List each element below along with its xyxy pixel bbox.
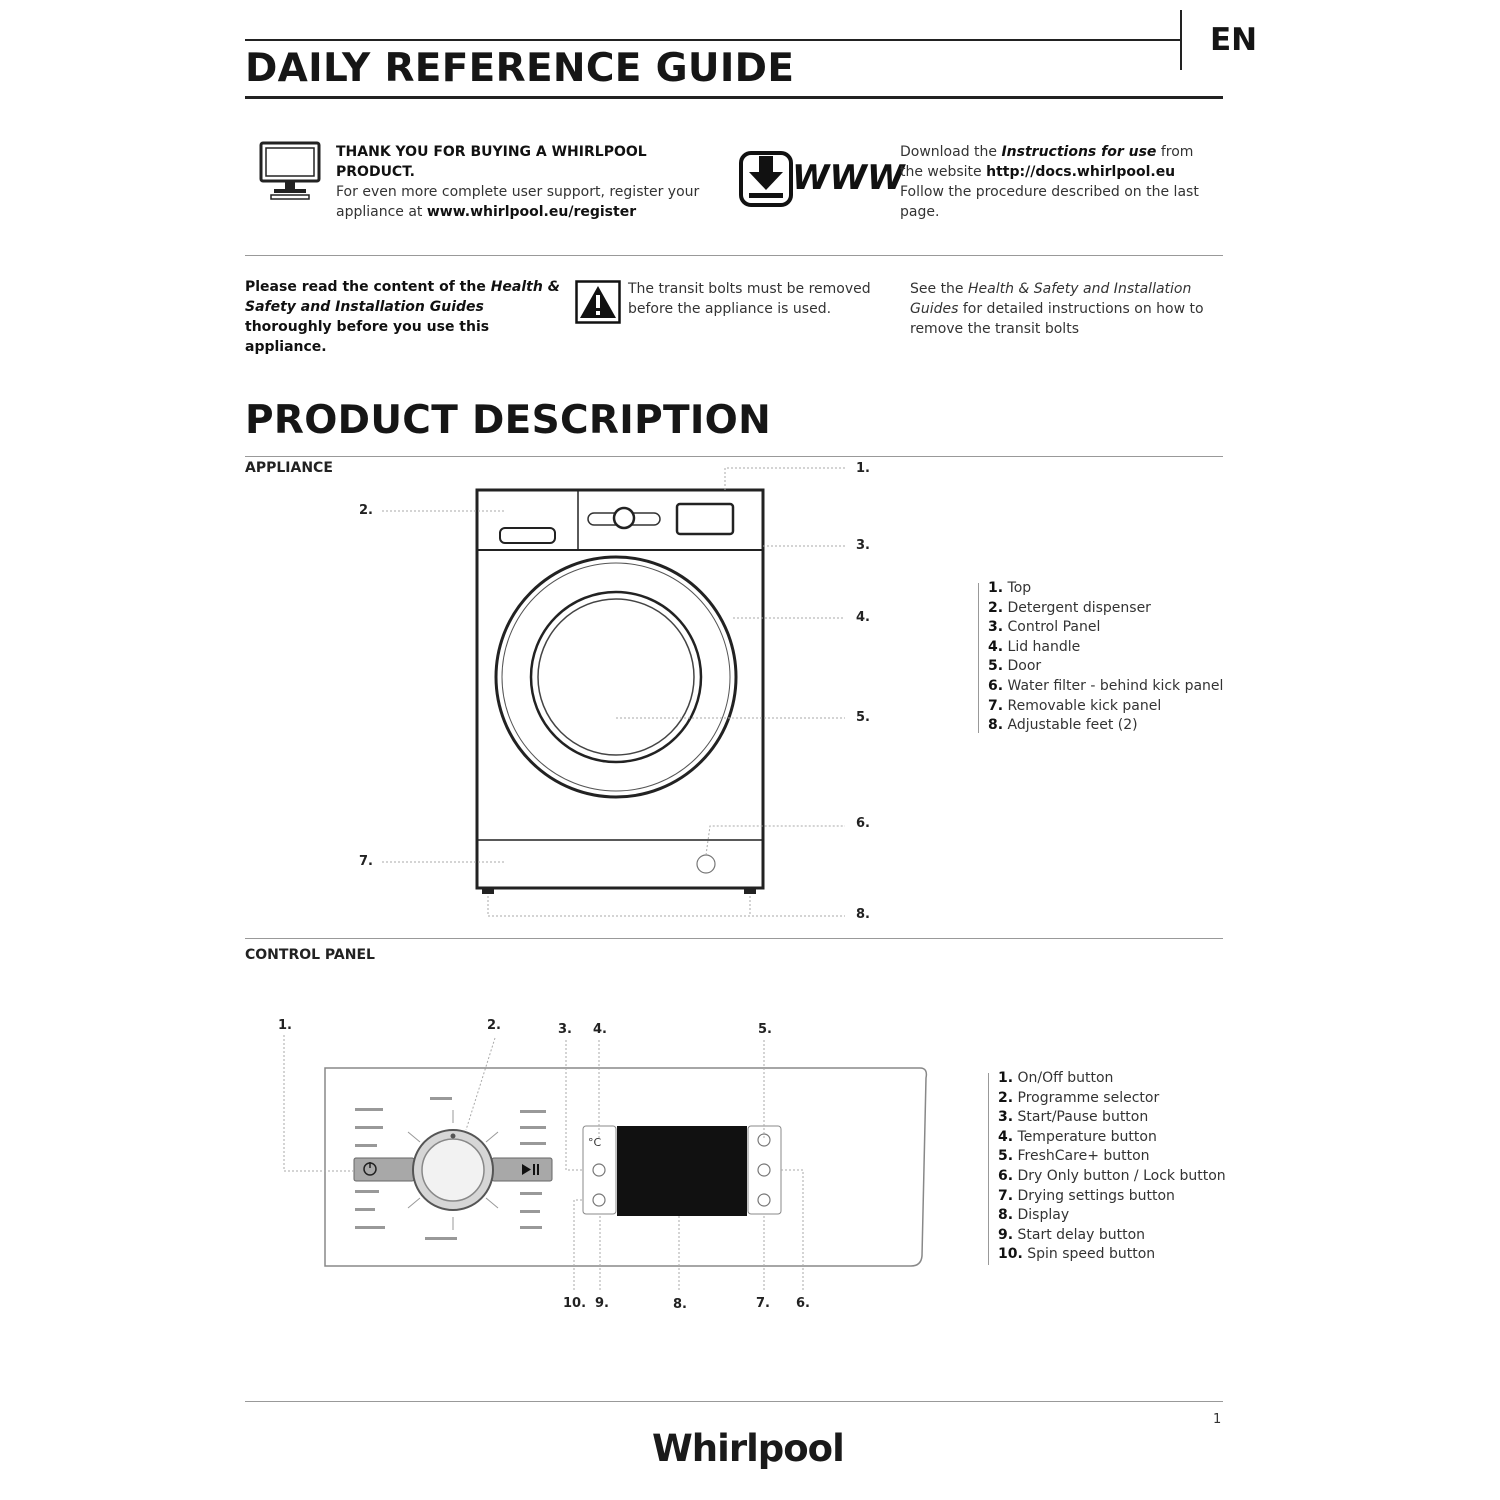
- register-text: For even more complete user support, register your appliance at: [336, 184, 700, 220]
- legend-item: 1. Top: [988, 580, 1032, 596]
- door-glass: [531, 592, 701, 762]
- panel-display: [677, 504, 733, 534]
- language-code: EN: [1210, 22, 1258, 58]
- appliance-callout-7: 7.: [359, 854, 373, 869]
- legend-item: 2. Detergent dispenser: [988, 599, 1151, 616]
- legend-item: 6. Water filter - behind kick panel: [988, 677, 1224, 694]
- download-icon: [738, 148, 794, 210]
- appliance-legend: [988, 579, 1248, 736]
- detergent-dispenser: [500, 528, 555, 543]
- appliance-callout-1: 1.: [856, 461, 870, 476]
- control-legend-bar: [988, 1073, 989, 1265]
- appliance-callout-2: 2.: [359, 503, 373, 518]
- download-mid: from the website: [900, 144, 1194, 180]
- transit-bolts-text: The transit bolts must be removed before the appliance is used.: [628, 281, 871, 317]
- appliance-callout-6: 6.: [856, 816, 870, 831]
- legend-item: 5. FreshCare+ button: [998, 1148, 1150, 1165]
- control-callout-10: 10.: [563, 1296, 587, 1311]
- language-divider: [1180, 10, 1182, 70]
- page-number: 1: [1213, 1412, 1222, 1427]
- read-prefix: Please read the content of the: [245, 279, 486, 295]
- intro-divider: [245, 255, 1223, 256]
- control-callout-7: 7.: [756, 1296, 770, 1311]
- appliance-label: APPLIANCE: [245, 460, 333, 476]
- product-rule: [245, 456, 1223, 457]
- control-panel-label: CONTROL PANEL: [245, 947, 375, 963]
- register-url[interactable]: www.whirlpool.eu/register: [426, 204, 637, 220]
- warning-icon: [575, 280, 621, 324]
- control-panel-diagram: [270, 1030, 950, 1290]
- see-suffix: for detailed instructions on how to remove the transit bolts: [910, 301, 1204, 337]
- foot-right: [744, 888, 756, 894]
- legend-item: 7. Drying settings button: [998, 1187, 1175, 1204]
- on-off-button: [354, 1158, 414, 1181]
- control-callout-4: 4.: [593, 1022, 607, 1037]
- download-url[interactable]: http://docs.whirlpool.eu: [986, 164, 1176, 180]
- page-title: DAILY REFERENCE GUIDE: [245, 46, 795, 91]
- filter-cover: [697, 855, 715, 873]
- legend-item: 9. Start delay button: [998, 1226, 1146, 1243]
- legend-item: 6. Dry Only button / Lock button: [998, 1167, 1226, 1184]
- read-guides-block: [245, 277, 565, 357]
- whirlpool-logo: Whirlpool: [652, 1427, 844, 1470]
- download-suffix: Follow the procedure described on the last page.: [900, 184, 1199, 220]
- control-panel-rule: [245, 938, 1223, 939]
- washing-machine-diagram: [340, 460, 900, 930]
- programme-knob: [614, 508, 634, 528]
- legend-item: 3. Control Panel: [988, 619, 1101, 636]
- appliance-callout-4: 4.: [856, 610, 870, 625]
- header-bottom-rule: [245, 96, 1223, 99]
- foot-left: [482, 888, 494, 894]
- control-display: [617, 1126, 747, 1216]
- see-doc-name: Health & Safety and Installation Guides: [910, 281, 1192, 317]
- control-callout-1: 1.: [278, 1018, 292, 1033]
- download-doc-name: Instructions for use: [1001, 144, 1157, 160]
- read-suffix: thoroughly before you use this appliance.: [245, 319, 490, 355]
- control-legend: [998, 1069, 1258, 1265]
- control-callout-3: 3.: [558, 1022, 572, 1037]
- temperature-key-label: °C: [588, 1136, 602, 1149]
- control-callout-8: 8.: [673, 1297, 687, 1312]
- www-label: WWW: [792, 158, 905, 198]
- control-callout-2: 2.: [487, 1018, 501, 1033]
- legend-item: 4. Lid handle: [988, 638, 1081, 655]
- read-doc-name: Health & Safety and Installation Guides: [245, 279, 560, 315]
- download-prefix: Download the: [900, 144, 998, 160]
- register-heading: THANK YOU FOR BUYING A WHIRLPOOL PRODUCT.: [336, 144, 647, 180]
- control-callout-9: 9.: [595, 1296, 609, 1311]
- legend-item: 8. Display: [998, 1207, 1070, 1224]
- appliance-callout-3: 3.: [856, 538, 870, 553]
- legend-item: 3. Start/Pause button: [998, 1109, 1149, 1126]
- computer-monitor-icon: [258, 140, 324, 202]
- see-guides-block: [910, 279, 1220, 339]
- control-callout-5: 5.: [758, 1022, 772, 1037]
- header-top-rule: [245, 39, 1180, 41]
- legend-item: 1. On/Off button: [998, 1070, 1114, 1086]
- legend-item: 5. Door: [988, 658, 1042, 675]
- register-block: [336, 142, 726, 222]
- legend-item: 7. Removable kick panel: [988, 697, 1162, 714]
- legend-item: 2. Programme selector: [998, 1089, 1160, 1106]
- control-callout-6: 6.: [796, 1296, 810, 1311]
- appliance-callout-8: 8.: [856, 907, 870, 922]
- footer-rule: [245, 1401, 1223, 1402]
- legend-item: 4. Temperature button: [998, 1128, 1157, 1145]
- legend-item: 10. Spin speed button: [998, 1246, 1156, 1263]
- appliance-callout-5: 5.: [856, 710, 870, 725]
- section-title-product: PRODUCT DESCRIPTION: [245, 398, 772, 443]
- appliance-legend-bar: [978, 583, 979, 733]
- legend-item: 8. Adjustable feet (2): [988, 717, 1138, 734]
- download-block: [900, 142, 1220, 222]
- see-prefix: See the: [910, 281, 964, 297]
